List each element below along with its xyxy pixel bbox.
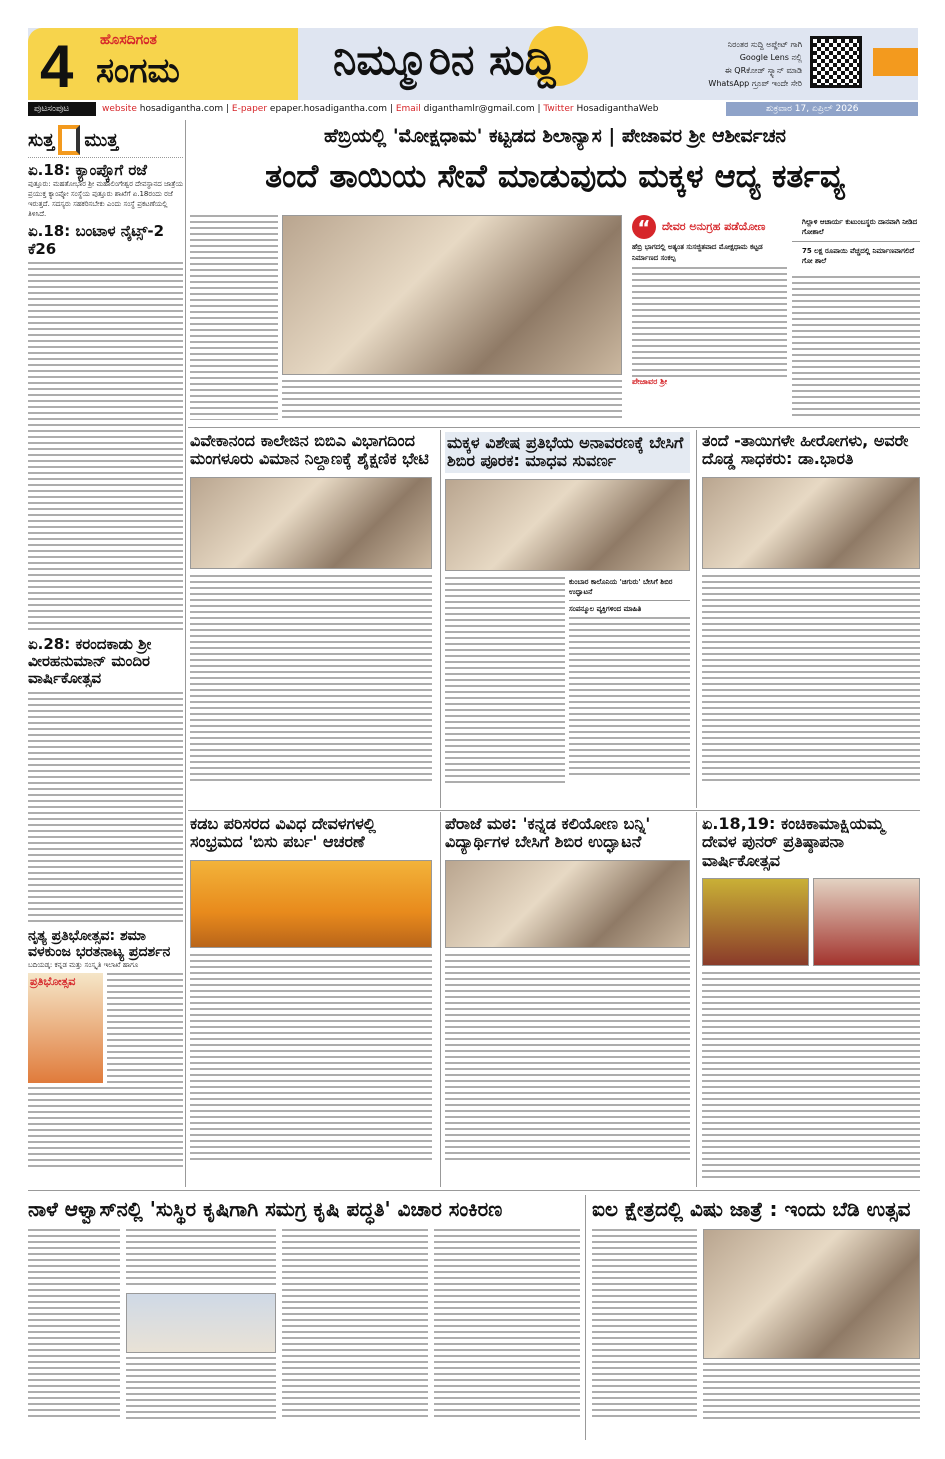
quote-author: ಪೇಜಾವರ ಶ್ರೀ [632, 377, 668, 386]
qr-code[interactable] [810, 36, 862, 88]
article: ಐಲ ಕ್ಷೇತ್ರದಲ್ಲಿ ವಿಷು ಜಾತ್ರೆ : ಇಂದು ಬೆಡಿ ಉತ್ಸವ [592, 1198, 920, 1438]
top-story-photo [282, 215, 622, 375]
top-story-headline: ತಂದೆ ತಾಯಿಯ ಸೇವೆ ಮಾಡುವುದು ಮಕ್ಕಳ ಆದ್ಯ ಕರ್ತವ್ಯ [265, 157, 845, 195]
dance-poster: ಪ್ರತಿಭೋತ್ಸವ [28, 973, 103, 1083]
sidebar-headline: ನೃತ್ಯ ಪ್ರತಿಭೋತ್ಸವ: ಶಮಾ ವಳಕುಂಜ ಭರತನಾಟ್ಯ ಪ್ರದರ್ಶನ [28, 927, 171, 960]
orange-accent [873, 48, 918, 76]
door-icon [58, 125, 80, 155]
sidebar-headline: ಏ.18: ಬಂಟಾಳ ನೈಟ್ಸ್-2 ಕೆ26 [28, 222, 165, 258]
article: ಕಡಬ ಪರಿಸರದ ವಿವಿಧ ದೇವಳಗಳಲ್ಲಿ ಸಂಭ್ರಮದ 'ಬಿಸು ಪರ್ಬ' ಆಚರಣೆ [190, 815, 432, 1185]
sidebar: ಸುತ್ತ ಮುತ್ತ ಏ.18: ಕ್ಯಾಂಪ್ಕೊಗೆ ರಜೆ ಪುತ್ತೂರು: ಮಹತೋಭಾರ ಶ್ರೀ ಮಹಾಲಿಂಗೇಶ್ವರ ದೇವಸ್ಥಾನದ ಜಾತ್ರೆಯ ಪ್ರಯುಕ್ತ ಕ್ಯಾಂಪ್ಕೋ ಸಂಸ್ಥೆಯ ಪುತ್ತೂರು ಶಾಖೆಗೆ ಏ.18ರಂದು ರಜೆ ಇರುತ್ತದೆ. ಸದಸ್ಯರು ಸಹಕರಿಸಬೇಕು ಎಂದು ಸಂಸ್ಥೆ ಪ್ರಕಟಣೆಯಲ್ಲಿ ತಿಳಿಸಿದೆ. ಏ.18: ಬಂಟಾಳ ನೈಟ್ಸ್-2 ಕೆ26 ಏ.28: ಕರಂದಕಾಡು ಶ್ರೀ ವೀರಹನುಮಾನ್ ಮಂದಿರ ವಾರ್ಷಿಕೋತ್ಸವ ನೃತ್ಯ ಪ್ರತಿಭೋತ್ಸವ: ಶಮಾ ವಳಕುಂಜ ಭರತನಾಟ್ಯ ಪ್ರದರ್ಶನ ಬದಿಯಡ್ಕ: ಕನ್ನಡ ಮತ್ತು ಸಂಸ್ಕೃತಿ ಇಲಾಖೆ ಹಾಗೂ ಪ್ರತಿಭೋತ್ಸವ [28, 125, 183, 1187]
bullet-box: ಗಿಲ್ಲಾಳಿ ಆಚಾರ್ಯ ಕುಟುಂಬಸ್ಥರು ದಾನವಾಗಿ ನೀಡಿದ ಗೋಶಾಲೆ 75 ಲಕ್ಷ ರೂಪಾಯಿ ವೆಚ್ಚದಲ್ಲಿ ನಿರ್ಮಾಣವಾಗಲಿದೆ ಗೋ ಶಾಲೆ [792, 215, 920, 416]
article: ಮಕ್ಕಳ ವಿಶೇಷ ಪ್ರತಿಭೆಯ ಅನಾವರಣಕ್ಕೆ ಬೇಸಿಗೆ ಶಿಬಿರ ಪೂರಕ: ಮಾಧವ ಸುವರ್ಣ ಕುಂಬಾರ ಕಾಲೊನಿಯ 'ಚಿಗುರು' ಬೇಸಿಗೆ ಶಿಬಿರ ಉದ್ಘಾಟನೆ ಸಂಪನ್ಮೂಲ ವ್ಯಕ್ತಿಗಳಿಂದ ಮಾಹಿತಿ [445, 432, 690, 804]
article: ಏ.18,19: ಕಂಚಿಕಾಮಾಕ್ಷಿಯಮ್ಮ ದೇವಳ ಪುನರ್ ಪ್ರತಿಷ್ಠಾಪನಾ ವಾರ್ಷಿಕೋತ್ಸವ [702, 815, 920, 1185]
twitter-link[interactable]: HosadiganthaWeb [576, 104, 659, 114]
top-story-kicker: ಹೆಬ್ರಿಯಲ್ಲಿ 'ಮೋಕ್ಷಧಾಮ' ಕಟ್ಟಡದ ಶಿಲಾನ್ಯಾಸ | ಪೇಜಾವರ ಶ್ರೀ ಆಶೀರ್ವಚನ [324, 125, 786, 147]
brand-logo: ಹೊಸದಿಗಂತ [100, 32, 157, 48]
email-link[interactable]: diganthamlr@gmail.com [423, 104, 535, 114]
page-title: ನಿಮ್ಮೂರಿನ ಸುದ್ದಿ [333, 35, 556, 84]
masthead [28, 28, 918, 100]
article: ವಿವೇಕಾನಂದ ಕಾಲೇಜಿನ ಬಿಬಿಎ ವಿಭಾಗದಿಂದ ಮಂಗಳೂರು ವಿಮಾನ ನಿಲ್ದಾಣಕ್ಕೆ ಶೈಕ್ಷಣಿಕ ಭೇಟಿ [190, 432, 432, 804]
sidebar-headline: ಏ.18: ಕ್ಯಾಂಪ್ಕೊಗೆ ರಜೆ [28, 161, 147, 179]
date: ಶುಕ್ರವಾರ 17, ಏಪ್ರಿಲ್ 2026 [726, 102, 918, 116]
article: ತಂದೆ -ತಾಯಿಗಳೇ ಹೀರೋಗಳು, ಅವರೇ ದೊಡ್ಡ ಸಾಧಕರು: ಡಾ.ಭಾರತಿ [702, 432, 920, 804]
quote-icon: “ [632, 215, 656, 239]
article: ಪೆರಾಜೆ ಮಠ: 'ಕನ್ನಡ ಕಲಿಯೋಣ ಬನ್ನಿ' ವಿದ್ಯಾರ್ಥಿಗಳ ಬೇಸಿಗೆ ಶಿಬಿರ ಉದ್ಘಾಟನೆ [445, 815, 690, 1185]
sidebar-headline: ಏ.28: ಕರಂದಕಾಡು ಶ್ರೀ ವೀರಹನುಮಾನ್ ಮಂದಿರ ವಾರ್ಷಿಕೋತ್ಸವ [28, 634, 152, 688]
section-name: ಸಂಗಮ [96, 51, 180, 91]
quote-box: “ ದೇವರ ಅನುಗ್ರಹ ಪಡೆಯೋಣ ಹೆಬ್ರಿ ಭಾಗದಲ್ಲಿ ಅತ್ಯಂತ ಸುಸಜ್ಜಿತವಾದ ಮೋಕ್ಷಧಾಮ ಕಟ್ಟಡ ನಿರ್ಮಾಣದ ಸಂಕಲ್ಪ ಪೇಜಾವರ ಶ್ರೀ [632, 215, 787, 415]
info-bar: ಪುಟಸಂಪುಟ website hosadigantha.com | E-paper epaper.hosadigantha.com | Email diganthamlr@gmail.com | Twitter HosadiganthaWeb ಶುಕ್ರವಾರ 17, ಏಪ್ರಿಲ್ 2026 [28, 102, 918, 116]
page-number: 4 [40, 33, 74, 100]
article: ನಾಳೆ ಆಳ್ವಾಸ್‌ನಲ್ಲಿ 'ಸುಸ್ಥಿರ ಕೃಷಿಗಾಗಿ ಸಮಗ್ರ ಕೃಷಿ ಪದ್ಧತಿ' ವಿಚಾರ ಸಂಕಿರಣ [28, 1198, 580, 1438]
qr-instructions: ನಿರಂತರ ಸುದ್ದಿ ಅಪ್ಡೇಟ್ ಗಾಗಿ Google Lens ನಲ್ಲಿ ಈ QRಕೋಡ್ ಸ್ಕ್ಯಾನ್ ಮಾಡಿ WhatsApp ಗ್ರೂಪ್ ಇಂದೇ ಸೇರಿ [708, 40, 802, 88]
website-link[interactable]: hosadigantha.com [139, 104, 224, 114]
epaper-link[interactable]: epaper.hosadigantha.com [269, 104, 388, 114]
info-tag: ಪುಟಸಂಪುಟ [28, 102, 96, 116]
